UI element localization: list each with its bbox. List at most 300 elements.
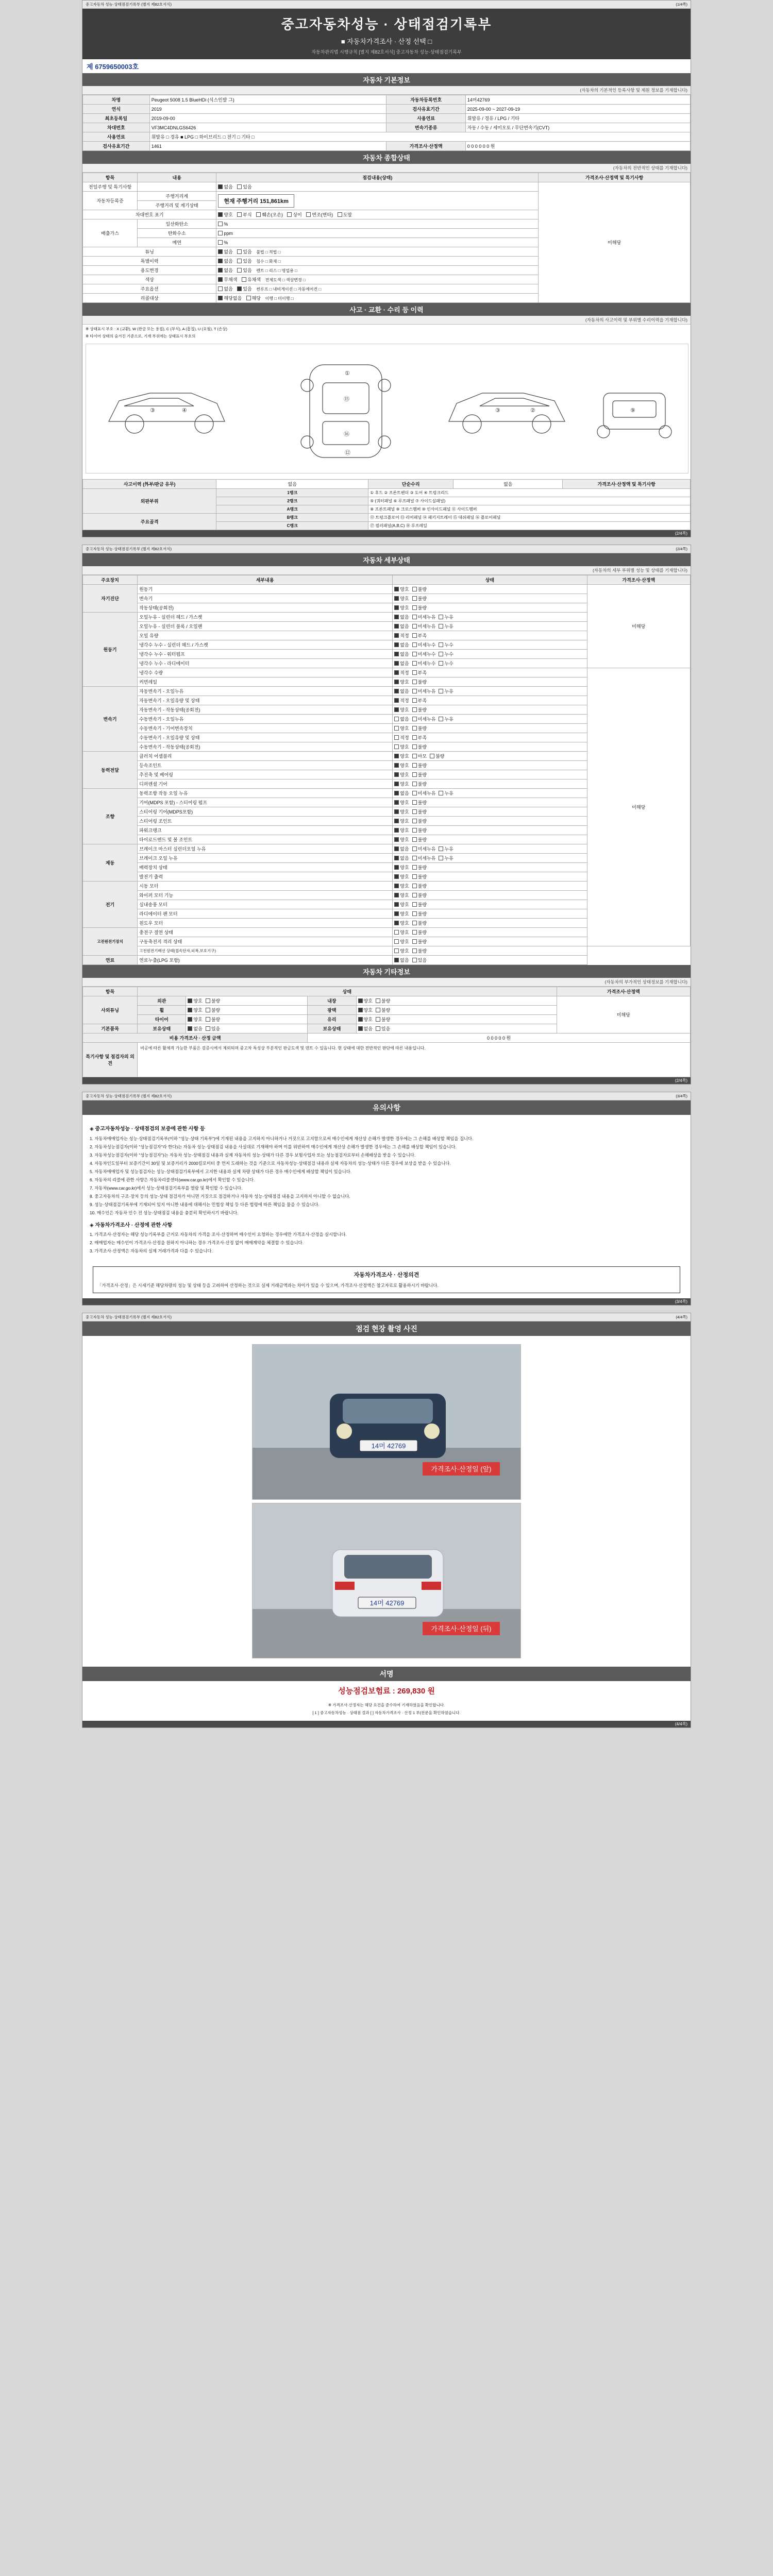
row-sub: 탄화수소: [138, 229, 216, 238]
opt-label: 누유: [444, 791, 453, 796]
col-head: 가격조사·산정액: [557, 987, 690, 996]
opt-label: 양호: [400, 772, 409, 777]
notice-item: 8. 중고자동차의 구조·장치 등의 성능·상태 점검자가 아니면 거짓으로 점검하거나 자동차 성능·상태점검 내용을 고지하지 아니할 수 없습니다.: [90, 1193, 350, 1199]
detail-options[interactable]: [393, 946, 587, 956]
detail-options[interactable]: [393, 733, 587, 742]
opt-label: 양호: [400, 893, 409, 898]
detail-item: 냉각수 수량: [138, 668, 393, 677]
panel-group-label: 주요골격: [83, 514, 216, 530]
opt-label: 적정: [400, 670, 409, 675]
signature-foot-2: [ 1 ] 중고자동차성능 · 상태점 결과 [ ] 자동차가격조사 · 산정 1 부(전문을 확인하였습니다.: [312, 1710, 461, 1716]
row-options[interactable]: [356, 996, 557, 1006]
opt-label: 누유: [444, 717, 453, 722]
notice-title: 유의사항: [82, 1100, 691, 1115]
photo-caption-front: 가격조사·산정일 (앞): [431, 1465, 492, 1473]
opt-label: 불량: [417, 587, 427, 592]
row-item: 용도변경: [83, 266, 216, 275]
row-options[interactable]: [216, 238, 539, 247]
row-item: 색상: [83, 275, 216, 284]
price-opinion-box: [93, 1266, 680, 1293]
group-label: 동력전달: [83, 752, 138, 789]
detail-item: 충전구 절연 상태: [138, 928, 393, 937]
opt-label: 불량: [417, 782, 427, 787]
svg-text:⑯: ⑯: [344, 431, 349, 437]
row-item: 배출가스: [83, 219, 138, 247]
detail-options[interactable]: [393, 956, 587, 965]
cell-value: 없음: [453, 480, 563, 489]
opt-label: 없음: [400, 642, 409, 648]
section-1-subtitle: (자동차의 기본적인 등록사항 및 제원 정보를 기재합니다): [82, 86, 691, 95]
car-diagram-svg: [86, 344, 688, 473]
basic-info-table: [82, 95, 691, 151]
svg-text:⑮: ⑮: [344, 396, 349, 402]
row-sub: 주행거리계: [138, 192, 216, 201]
detail-item: 와이퍼 모터 기능: [138, 891, 393, 900]
svg-text:③: ③: [150, 408, 155, 414]
opt-label: 불량: [417, 884, 427, 889]
signature-title: 서명: [82, 1667, 691, 1681]
notice-item: 10. 매수인은 자동차 인수 전 성능·상태점검 내용을 충분히 확인하시기 바랍니다.: [90, 1210, 239, 1215]
opt-label: 없음: [363, 1026, 373, 1031]
group-label: 변속기: [83, 687, 138, 752]
detail-options[interactable]: [393, 640, 587, 650]
detail-item: 윈도우 모터: [138, 919, 393, 928]
group-label: 기본품목: [83, 1024, 138, 1033]
detail-options[interactable]: [393, 724, 587, 733]
detail-item: 커먼레일: [138, 677, 393, 687]
opt-label: 변조(변타): [312, 212, 333, 217]
col-head: 항목: [83, 173, 138, 182]
opt-label: 양호: [193, 998, 203, 1004]
section-5-subtitle: (자동차의 부가적인 상태정보를 기재합니다): [82, 978, 691, 987]
opt-label: 없음: [224, 249, 233, 255]
photos-title: 점검 현장 촬영 사진: [82, 1321, 691, 1336]
cell-label: 단순수리: [368, 480, 453, 489]
row-item: 타이어: [138, 1015, 186, 1024]
detail-item: 시동 모터: [138, 882, 393, 891]
opt-label: 도말: [343, 212, 352, 217]
opt-label: 불량: [417, 921, 427, 926]
opt-label: 불량: [381, 1017, 391, 1022]
opt-label: 불량: [417, 865, 427, 870]
detail-item: 원동기: [138, 585, 393, 594]
opt-label: 없음: [400, 652, 409, 657]
form-reference: 중고자동차 성능·상태점검기록부 (별지 제82호서식): [86, 2, 172, 7]
sheet-2-top-bar: [82, 545, 691, 553]
detail-options[interactable]: [393, 603, 587, 613]
detail-options[interactable]: [393, 715, 587, 724]
row-options[interactable]: [186, 996, 308, 1006]
row-options[interactable]: [216, 284, 539, 294]
cell-value: Peugeot 5008 1.5 BlueHDi (식스인발 그): [149, 95, 386, 105]
section-3-title: 사고 · 교환 · 수리 등 이력: [82, 303, 691, 316]
detail-options[interactable]: [393, 919, 587, 928]
row-sub: 주행거리 및 계기상태: [138, 201, 216, 210]
detail-item: 브레이크 마스터 실린더오일 누유: [138, 844, 393, 854]
plate-rear-text: 14머 42769: [369, 1599, 405, 1607]
row-options[interactable]: [356, 1015, 557, 1024]
detail-options[interactable]: [393, 854, 587, 863]
opt-label: 누유: [444, 856, 453, 861]
detail-options[interactable]: [393, 909, 587, 919]
opt-label: 미세누유: [417, 624, 436, 629]
notice-item: 1. 자동차매매업자는 성능·상태점검기록부(이하 "성능·상태 기록부")에 기재된 내용을 고지하지 아니하거나 거짓으로 고지함으로써 매수인에게 재산상 손해가 발생한 경우에는 그 손해를 배상할 책임을 집니다.: [90, 1136, 474, 1141]
detail-item: 파워크랭크: [138, 826, 393, 835]
sheet-4-top-bar: [82, 1313, 691, 1321]
opt-label: 양호: [400, 902, 409, 907]
notice-item: 3. 자동차성능점검자(이하 "성능점검자")는 자동차 성능·상태점검 내용과 실제 자동차의 성능·상태가 다른 경우 보험사업자 또는 성능점검자로부터 손해배상을 받을 수 있습니다.: [90, 1152, 416, 1158]
svg-text:③: ③: [495, 408, 500, 414]
opt-label: 없음: [224, 184, 233, 190]
row-options[interactable]: [216, 257, 539, 266]
detail-options[interactable]: [393, 742, 587, 752]
notice-item: 4. 자동차인도일부터 보증기간이 30일 및 보증거리가 2000킬로미터 중 먼저 도래하는 것을 기준으로 자동차성능·상태점검 내용과 실제 자동차의 성능·상태가 다른 경우에 보상을 받을 수 있습니다.: [90, 1160, 451, 1166]
price-note-cell: 미해당: [587, 668, 690, 946]
cell-label: 연식: [83, 105, 150, 114]
opt-label: 불량: [211, 998, 221, 1004]
opt-note: 썬루프 □ 내비게이션 □ 자동에어컨 □: [256, 287, 322, 292]
opt-label: 있음: [243, 249, 252, 255]
price-opinion-title: 자동차가격조사 · 산정의견: [354, 1272, 419, 1279]
opt-label: 불량: [417, 939, 427, 944]
plate-front-text: 14머 42769: [371, 1442, 406, 1450]
detail-item: 냉각수 누수 - 라디에이터: [138, 659, 393, 668]
detail-options[interactable]: [393, 863, 587, 872]
opt-label: 있음: [243, 184, 252, 190]
detail-options[interactable]: [393, 826, 587, 835]
opt-label: 불량: [417, 893, 427, 898]
photo-front: [252, 1344, 521, 1500]
opt-label: 불량: [417, 744, 427, 750]
opt-label: 불량: [417, 948, 427, 954]
opt-label: 불량: [211, 1017, 221, 1022]
opt-label: 없음: [224, 286, 233, 292]
detail-item: 구동축전지 격리 상태: [138, 937, 393, 946]
sheet-top-bar: [82, 1, 691, 9]
sheet-2: [82, 545, 691, 1084]
detail-item: 고전원전기배선 상태(접속단자,피복,보호기구): [138, 946, 393, 956]
group-label: 조향: [83, 789, 138, 844]
row-options[interactable]: [216, 275, 539, 284]
detail-item: 스티어링 조인트: [138, 817, 393, 826]
detail-item: 자동변속기 - 작동상태(공회전): [138, 705, 393, 715]
opt-label: 상이: [293, 212, 302, 217]
opt-label: 양호: [363, 1017, 373, 1022]
panel-parts: ⑫ 트렁크플로어 ⑬ 리어패널 ⑭ 패키지트레이 ⑮ 대쉬패널 ⑯ 플로어패널: [368, 514, 691, 522]
cell-label: 차대번호: [83, 123, 150, 132]
insurance-fee-value: 269,830 원: [397, 1687, 435, 1696]
row-item: 리콜대상: [83, 294, 216, 303]
row-sub: [138, 182, 216, 192]
opt-label: 양호: [400, 930, 409, 935]
detail-options[interactable]: [393, 659, 587, 668]
cell-label: 사용연료: [386, 114, 465, 123]
opt-label: 미세누유: [417, 856, 436, 861]
detail-options[interactable]: [393, 844, 587, 854]
opt-label: 해당없음: [224, 296, 242, 301]
opt-label: 부족: [417, 633, 427, 638]
detail-item: 오일 유량: [138, 631, 393, 640]
note-label: 특기사항 및 점검자의 의견: [83, 1043, 138, 1077]
row-item: 보유상태: [138, 1024, 186, 1033]
cell-label: 자동차등록번호: [386, 95, 465, 105]
row-options[interactable]: [356, 1024, 557, 1033]
detail-options[interactable]: [393, 585, 587, 594]
opt-label: 없음: [224, 259, 233, 264]
opt-label: 양호: [400, 800, 409, 805]
notice-heading-1: ◈ 중고자동차성능 · 상태점검의 보증에 관한 사항 등: [90, 1126, 205, 1132]
row-item: 주요옵션: [83, 284, 216, 294]
group-label: 제동: [83, 844, 138, 882]
photos-container: [82, 1336, 691, 1667]
row-item: 외관: [138, 996, 186, 1006]
opt-label: 없음: [400, 791, 409, 796]
opt-label: 불량: [417, 772, 427, 777]
opt-label: ppm: [224, 230, 233, 236]
opt-label: 부족: [417, 735, 427, 740]
opt-label: 불량: [417, 828, 427, 833]
row-options[interactable]: [186, 1024, 308, 1033]
detail-options[interactable]: [393, 900, 587, 909]
opt-label: 불량: [417, 819, 427, 824]
detail-options[interactable]: [393, 622, 587, 631]
price-note-cell: 미해당: [539, 182, 691, 303]
notice-item: 7. 자동차(www.car.go.kr)에서 성능·상태점검기록부를 열람 및 확인할 수 있습니다.: [90, 1185, 243, 1191]
opt-label: 있음: [243, 259, 252, 264]
detail-item: 디퍼렌셜 기어: [138, 779, 393, 789]
sheet-3-footer: (3/4쪽): [82, 1298, 691, 1305]
opt-label: 양호: [400, 809, 409, 815]
detail-options[interactable]: [393, 937, 587, 946]
opt-label: 무채색: [224, 277, 238, 282]
opt-label: 양호: [400, 948, 409, 954]
mileage-value: 현재 주행거리 151,861km: [218, 194, 294, 208]
panel-rank: A랭크: [216, 505, 368, 514]
cell-value: 2025-09-00 ~ 2027-09-19: [465, 105, 690, 114]
detail-item: 발전기 출력: [138, 872, 393, 882]
sheet-3: [82, 1092, 691, 1306]
note-text: 비공에 따른 활체적 가능한 부품은 검증시에서 제외되며 중고차 특성상 부분적인 판금도색 및 덴트 수 있음니다. 현 상태에 대한 전반적인 판단에 따른 내용입니다.: [138, 1043, 691, 1077]
svg-text:⑫: ⑫: [345, 450, 350, 456]
opt-label: 양호: [400, 921, 409, 926]
svg-text:②: ②: [530, 408, 535, 414]
overall-condition-table: [82, 173, 691, 303]
detail-options[interactable]: [393, 817, 587, 826]
detail-options[interactable]: [393, 891, 587, 900]
opt-label: 불량: [417, 596, 427, 601]
group-label: 연료: [83, 956, 138, 965]
section-3-subtitle: (자동차의 사고이력 및 부위별 수리이력을 기재합니다): [82, 316, 691, 325]
price-note-cell: 미해당: [557, 996, 690, 1033]
opt-note: 렌트 □ 리스 □ 영업용 □: [256, 268, 297, 273]
row-options[interactable]: [216, 229, 539, 238]
detail-options[interactable]: [393, 872, 587, 882]
row-options[interactable]: [356, 1006, 557, 1015]
accident-history-table: [82, 479, 691, 530]
detail-options[interactable]: [393, 807, 587, 817]
insurance-fee-label: 성능점검보험료 :: [338, 1687, 395, 1696]
cell-label: 최초등록일: [83, 114, 150, 123]
cell-label: 검사유효기간: [83, 142, 150, 151]
detail-options[interactable]: [393, 752, 587, 761]
opt-label: 양호: [400, 911, 409, 917]
opt-label: 누수: [444, 642, 453, 648]
opt-label: 양호: [400, 763, 409, 768]
opt-label: 불량: [381, 1008, 391, 1013]
panel-rank: B랭크: [216, 514, 368, 522]
document-number: [82, 59, 691, 73]
detail-item: 실내송풍 모터: [138, 900, 393, 909]
opt-label: 미세누유: [417, 717, 436, 722]
sheet-1: [82, 0, 691, 537]
col-head: 점검내용(상태): [216, 173, 539, 182]
opt-label: 양호: [400, 939, 409, 944]
detail-condition-table: [82, 575, 691, 965]
opt-label: 부족: [417, 698, 427, 703]
opt-label: 미세누유: [417, 689, 436, 694]
page-indicator-4: (4/4쪽): [676, 1315, 687, 1320]
row-options[interactable]: [186, 1015, 308, 1024]
notice-item-2: 3. 가격조사·산정액은 자동차의 실제 거래가격과 다를 수 있습니다.: [90, 1248, 213, 1254]
col-head: 상태: [393, 575, 587, 585]
opt-label: 미세누유: [417, 846, 436, 852]
detail-item: 추진축 및 베어링: [138, 770, 393, 779]
opt-label: 불량: [417, 874, 427, 879]
diagram-legend-1: ※ 상태표시 부호 : X (교환), W (판금 또는 용접), C (부식), A (흠집), U (요철), T (손상): [86, 327, 227, 331]
detail-options[interactable]: [393, 650, 587, 659]
opt-label: 양호: [193, 1008, 203, 1013]
detail-options[interactable]: [393, 882, 587, 891]
document-subtitle: ■ 자동차가격조사 · 산정 선택 □: [341, 38, 432, 45]
col-head: 세부내용: [138, 575, 393, 585]
row-options[interactable]: [216, 219, 539, 229]
opt-label: %: [224, 221, 228, 227]
opt-label: 양호: [400, 596, 409, 601]
section-5-title: 자동차 기타정보: [82, 965, 691, 978]
row-options[interactable]: [216, 294, 539, 303]
page-indicator-3: (3/4쪽): [676, 1094, 687, 1098]
opt-label: 양호: [400, 605, 409, 611]
detail-item: 오일누유 - 실린더 블록 / 오일팬: [138, 622, 393, 631]
section-2-title: 자동차 종합상태: [82, 151, 691, 164]
document-subtitle-2: 자동차관리법 시행규칙 [별지 제82호서식] 중고자동차 성능·상태점검기록부: [311, 49, 462, 55]
opt-label: 불량: [417, 837, 427, 842]
detail-item: 브레이크 오일 누유: [138, 854, 393, 863]
cell-value: 14머42769: [465, 95, 690, 105]
row-options[interactable]: [216, 266, 539, 275]
mileage-cell: [216, 192, 539, 210]
opt-label: 불량: [381, 998, 391, 1004]
row-item: 자동차등록증: [83, 192, 138, 210]
detail-options[interactable]: [393, 631, 587, 640]
detail-options[interactable]: [393, 835, 587, 844]
detail-options[interactable]: [393, 668, 587, 677]
opt-label: 양호: [363, 998, 373, 1004]
detail-options[interactable]: [393, 687, 587, 696]
notice-item: 9. 성능·상태점검기록부에 기재되어 있지 아니한 내용에 대해서는 민법상 책임 등 다른 법령에 따른 책임을 물을 수 있습니다.: [90, 1201, 320, 1207]
col-head: 내용: [138, 173, 216, 182]
row-item: 전일주행 및 특기사항: [83, 182, 138, 192]
detail-options[interactable]: [393, 594, 587, 603]
panel-rank: 1랭크: [216, 489, 368, 497]
opt-label: 없음: [400, 846, 409, 852]
opt-label: 누수: [444, 652, 453, 657]
detail-item: 변속기: [138, 594, 393, 603]
cell-value: 휘발유 □ 경유 ■ LPG □ 하이브리드 □ 전기 □ 기타 □: [149, 132, 690, 142]
notice-item: 5. 자동차매매업자 및 성능점검자는 성능·상태점검기록부에서 고지한 내용과 실제 차량 상태가 다른 경우 매수인에게 배상할 책임이 있습니다.: [90, 1168, 352, 1174]
opt-label: 누유: [444, 689, 453, 694]
opt-note: 이행 □ 미이행 □: [265, 296, 294, 301]
opt-label: 있음: [381, 1026, 391, 1031]
opt-note: 전체도색 □ 색상변경 □: [265, 278, 306, 282]
price-opinion-text: 「가격조사·산정」은 시세기준 해당차량의 성능 및 상태 등을 고려하여 산정하는 것으로 실제 거래금액과는 차이가 있을 수 있으며, 가격조사·산정액은 참고자료로 활용하시기 바랍니다.: [97, 1282, 439, 1288]
opt-label: 불량: [211, 1008, 221, 1013]
detail-options[interactable]: [393, 613, 587, 622]
opt-label: 유채색: [247, 277, 261, 282]
notice-heading-2: ◈ 자동차가격조사 · 산정에 관한 사항: [90, 1222, 173, 1228]
opt-label: 마모: [417, 754, 427, 759]
page-indicator: (1/4쪽): [676, 2, 687, 7]
opt-label: 있음: [211, 1026, 221, 1031]
cell-value: 없음: [216, 480, 368, 489]
group-label: 전기: [83, 882, 138, 928]
cell-value: 휘발유 / 경유 / LPG / 기타: [465, 114, 690, 123]
cell-label: 검사유효기간: [386, 105, 465, 114]
sheet-2-footer: (2/4쪽): [82, 1077, 691, 1084]
notice-item: 2. 자동차성능점검자(이하 "성능점검자"라 한다)는 자동차 성능·상태점검 내용을 사실대로 기재해야 하며 이를 위반하여 매수인에게 재산상 손해가 발생한 경우에는 그 손해를 배상할 책임이 있습니다.: [90, 1144, 457, 1149]
panel-parts: ⑤ (쿼터패널 ⑥ 루프패널 ⑦ 사이드실패널): [368, 497, 691, 505]
detail-options[interactable]: [393, 928, 587, 937]
opt-label: 양호: [400, 837, 409, 842]
cell-label: 사용연료: [83, 132, 150, 142]
notice-item-2: 1. 가격조사·산정자는 해당 성능기록부를 근거로 자동차의 가격을 조사·산정하며 매수인이 요청하는 경우에만 가격조사·산정을 실시합니다.: [90, 1232, 347, 1238]
detail-item: 기어(MDPS 포함) - 스티어링 펌프: [138, 798, 393, 807]
diagram-legend-2: ※ 타이어 상태의 숨겨진 기준으로, 기재 부위에는 상태표시 부호의: [86, 334, 196, 338]
detail-item: 수동변속기 - 기어변속장치: [138, 724, 393, 733]
group-label: 원동기: [83, 613, 138, 687]
row-options[interactable]: [216, 247, 539, 257]
sheet-3-top-bar: [82, 1092, 691, 1100]
detail-options[interactable]: [393, 798, 587, 807]
opt-label: 양호: [400, 874, 409, 879]
detail-options[interactable]: [393, 677, 587, 687]
opt-label: 양호: [400, 819, 409, 824]
opt-label: 불량: [417, 763, 427, 768]
detail-item: 연료누출(LPG 포함): [138, 956, 393, 965]
section-1-title: 자동차 기본정보: [82, 73, 691, 86]
detail-options[interactable]: [393, 789, 587, 798]
detail-options[interactable]: [393, 770, 587, 779]
detail-options[interactable]: [393, 705, 587, 715]
svg-text:④: ④: [182, 408, 187, 414]
detail-item: 동력조향 작동 오일 누유: [138, 789, 393, 798]
detail-options[interactable]: [393, 761, 587, 770]
row-options[interactable]: [216, 182, 539, 192]
opt-label: 미세누수: [417, 652, 436, 657]
sheet-4-footer: (4/4쪽): [82, 1721, 691, 1727]
detail-options[interactable]: [393, 696, 587, 705]
row-options[interactable]: [186, 1006, 308, 1015]
row-options[interactable]: [216, 210, 539, 219]
cell-label: 변속기종류: [386, 123, 465, 132]
opt-label: %: [224, 240, 228, 245]
panel-parts: ⑰ 필러패널(A,B,C) ⑱ 루프레일: [368, 522, 691, 530]
detail-options[interactable]: [393, 779, 587, 789]
cell-value: 2019: [149, 105, 386, 114]
row-item: 튜닝: [83, 247, 216, 257]
opt-label: 적정: [400, 698, 409, 703]
opt-label: 미세누수: [417, 661, 436, 666]
